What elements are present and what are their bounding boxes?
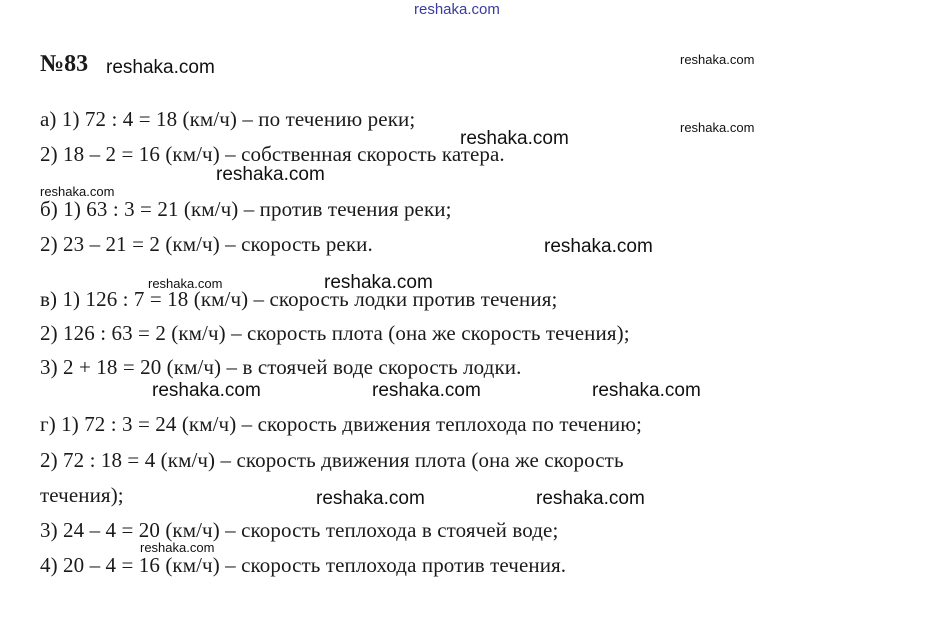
watermark: reshaka.com bbox=[680, 52, 755, 67]
watermark: reshaka.com bbox=[324, 272, 433, 293]
watermark: reshaka.com bbox=[152, 380, 261, 401]
solution-line: 4) 20 – 4 = 16 (км/ч) – скорость теплохода против течения. bbox=[40, 553, 567, 577]
watermark: reshaka.com bbox=[216, 164, 325, 185]
watermark: reshaka.com bbox=[148, 276, 223, 291]
problem-number: №83 bbox=[40, 51, 89, 77]
watermark-top: reshaka.com bbox=[414, 1, 500, 18]
watermark: reshaka.com bbox=[544, 236, 653, 257]
watermark: reshaka.com bbox=[140, 540, 215, 555]
solution-line: а) 1) 72 : 4 = 18 (км/ч) – по течению реки; bbox=[40, 107, 416, 131]
watermark: reshaka.com bbox=[106, 57, 215, 78]
solution-line: 2) 23 – 21 = 2 (км/ч) – скорость реки. bbox=[40, 232, 373, 256]
solution-line: 2) 72 : 18 = 4 (км/ч) – скорость движения плота (она же скорость bbox=[40, 448, 624, 472]
solution-line: течения); bbox=[40, 483, 124, 507]
solution-line: 3) 24 – 4 = 20 (км/ч) – скорость теплохода в стоячей воде; bbox=[40, 518, 559, 542]
solution-line: г) 1) 72 : 3 = 24 (км/ч) – скорость движения теплохода по течению; bbox=[40, 412, 642, 436]
watermark: reshaka.com bbox=[592, 380, 701, 401]
solution-line: б) 1) 63 : 3 = 21 (км/ч) – против течения реки; bbox=[40, 197, 452, 221]
solution-line: 3) 2 + 18 = 20 (км/ч) – в стоячей воде скорость лодки. bbox=[40, 355, 522, 379]
solution-line: в) 1) 126 : 7 = 18 (км/ч) – скорость лодки против течения; bbox=[40, 287, 558, 311]
solution-line: 2) 18 – 2 = 16 (км/ч) – собственная скорость катера. bbox=[40, 142, 505, 166]
watermark: reshaka.com bbox=[40, 184, 115, 199]
solution-line: 2) 126 : 63 = 2 (км/ч) – скорость плота (она же скорость течения); bbox=[40, 321, 630, 345]
watermark: reshaka.com bbox=[460, 128, 569, 149]
watermark: reshaka.com bbox=[372, 380, 481, 401]
watermark: reshaka.com bbox=[680, 120, 755, 135]
watermark: reshaka.com bbox=[316, 488, 425, 509]
watermark: reshaka.com bbox=[536, 488, 645, 509]
